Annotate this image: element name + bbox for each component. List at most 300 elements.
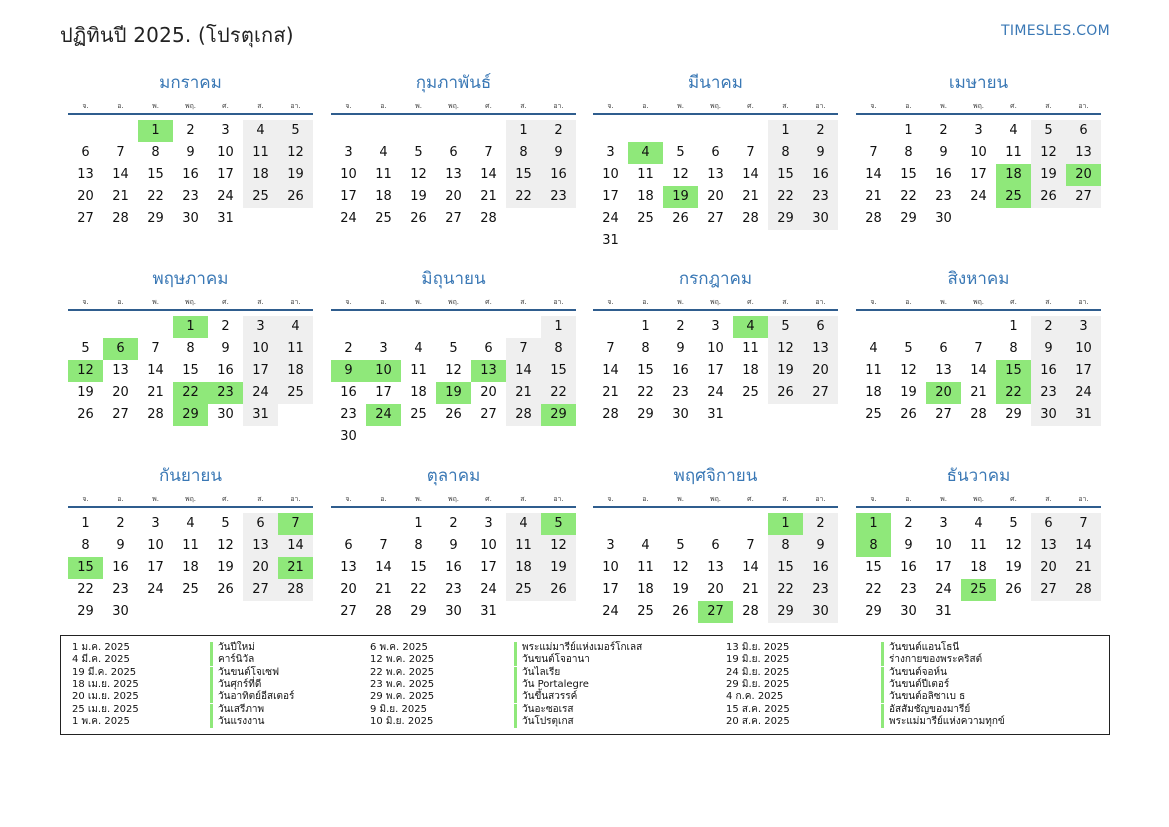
- month-block: [856, 466, 1101, 645]
- day-cell: 12: [541, 535, 576, 557]
- day-cell: 19: [217, 560, 234, 575]
- day-cell: 29: [77, 604, 94, 619]
- month-header-rule: [331, 506, 576, 508]
- day-cell: 5: [81, 341, 90, 356]
- day-cell: 8: [641, 341, 650, 356]
- day-cell: 8: [1009, 341, 1018, 356]
- day-cell: 26: [900, 407, 917, 422]
- day-cell: 20: [112, 385, 129, 400]
- holiday-date: 18 เม.ย. 2025: [72, 678, 139, 690]
- day-cell: 21: [742, 582, 759, 597]
- weekday-label: ส.: [1045, 102, 1052, 110]
- weekday-label: ศ.: [1010, 102, 1017, 110]
- holiday-name: วันขนต์โจอานา: [514, 654, 590, 666]
- day-cell: 17: [602, 189, 619, 204]
- day-cell: 28: [112, 211, 129, 226]
- day-cell: 29: [865, 604, 882, 619]
- day-cell: 28: [147, 407, 164, 422]
- day-cell: 20: [707, 189, 724, 204]
- day-cell: 27: [1066, 186, 1101, 208]
- day-cell: 23: [112, 582, 129, 597]
- day-cell: 11: [182, 538, 199, 553]
- day-cell: 6: [484, 341, 493, 356]
- day-cell: 7: [506, 338, 541, 360]
- day-cell: 20: [803, 360, 838, 382]
- weekday-label: ส.: [782, 495, 789, 503]
- day-cell: 9: [116, 538, 125, 553]
- day-cell: 27: [77, 211, 94, 226]
- day-cell: 22: [410, 582, 427, 597]
- weekday-label: พ.: [677, 102, 684, 110]
- weekday-label: อา.: [815, 298, 826, 306]
- day-cell: 24: [340, 211, 357, 226]
- weekday-label: อ.: [905, 102, 912, 110]
- day-cell: 16: [541, 164, 576, 186]
- weekday-label: ศ.: [1010, 298, 1017, 306]
- weekday-label: พฤ.: [184, 495, 197, 503]
- day-cell: 23: [445, 582, 462, 597]
- day-cell: 30: [1031, 404, 1066, 426]
- day-cell: 18: [243, 164, 278, 186]
- day-cell: 9: [541, 142, 576, 164]
- holiday-list: [60, 635, 1110, 735]
- day-cell: 9: [803, 142, 838, 164]
- day-cell: 20: [77, 189, 94, 204]
- day-cell: 15: [147, 167, 164, 182]
- day-cell: 25: [637, 604, 654, 619]
- day-cell: 19: [1031, 164, 1066, 186]
- weekday-label: อ.: [380, 298, 387, 306]
- day-cell: 10: [217, 145, 234, 160]
- day-cell: 18: [742, 363, 759, 378]
- day-cell: 15: [637, 363, 654, 378]
- holiday-date: 19 มี.ค. 2025: [72, 666, 137, 678]
- month-header-rule: [856, 506, 1101, 508]
- weekday-label: อา.: [290, 102, 301, 110]
- holiday-day-cell: 1: [768, 513, 803, 535]
- day-cell: 31: [480, 604, 497, 619]
- day-cell: 1: [506, 120, 541, 142]
- month-name: ธันวาคม: [946, 466, 1011, 486]
- holiday-name: วันขนต์ปีเตอร์: [881, 679, 949, 691]
- day-cell: 15: [182, 363, 199, 378]
- day-cell: 23: [935, 189, 952, 204]
- weekday-label: จ.: [82, 495, 89, 503]
- day-cell: 22: [768, 186, 803, 208]
- month-block: [856, 73, 1101, 252]
- day-cell: 26: [278, 186, 313, 208]
- day-cell: 9: [221, 341, 230, 356]
- day-cell: 2: [541, 120, 576, 142]
- day-cell: 27: [707, 211, 724, 226]
- weekday-label: ส.: [1045, 495, 1052, 503]
- weekday-label: พ.: [940, 495, 947, 503]
- day-cell: 21: [1066, 557, 1101, 579]
- weekday-label: อ.: [642, 298, 649, 306]
- day-cell: 20: [1031, 557, 1066, 579]
- month-header-rule: [593, 113, 838, 115]
- day-cell: 14: [480, 167, 497, 182]
- holiday-day-cell: 20: [926, 382, 961, 404]
- day-cell: 21: [506, 382, 541, 404]
- day-cell: 18: [182, 560, 199, 575]
- weekday-label: ส.: [257, 495, 264, 503]
- day-cell: 12: [672, 167, 689, 182]
- holiday-date: 29 มิ.ย. 2025: [726, 678, 790, 690]
- day-cell: 16: [803, 164, 838, 186]
- day-cell: 14: [865, 167, 882, 182]
- holiday-day-cell: 29: [173, 404, 208, 426]
- day-cell: 12: [1031, 142, 1066, 164]
- day-cell: 10: [970, 145, 987, 160]
- day-cell: 10: [243, 338, 278, 360]
- day-cell: 30: [182, 211, 199, 226]
- day-cell: 22: [900, 189, 917, 204]
- holiday-name: วันขนต์จอห์น: [881, 667, 947, 679]
- site-logo[interactable]: TIMESLES.COM: [1001, 23, 1110, 39]
- day-cell: 24: [217, 189, 234, 204]
- month-block: [331, 466, 576, 645]
- day-cell: 27: [243, 579, 278, 601]
- day-cell: 6: [449, 145, 458, 160]
- day-cell: 31: [1066, 404, 1101, 426]
- day-cell: 22: [506, 186, 541, 208]
- day-cell: 15: [541, 360, 576, 382]
- weekday-label: อา.: [1078, 495, 1089, 503]
- day-cell: 24: [147, 582, 164, 597]
- day-cell: 12: [1005, 538, 1022, 553]
- holiday-name: ร่างกายของพระคริสต์: [881, 654, 982, 666]
- day-cell: 27: [803, 382, 838, 404]
- day-cell: 4: [1009, 123, 1018, 138]
- weekday-label: พ.: [152, 102, 159, 110]
- day-cell: 11: [410, 363, 427, 378]
- day-cell: 3: [344, 145, 353, 160]
- day-cell: 15: [410, 560, 427, 575]
- holiday-day-cell: 25: [961, 579, 996, 601]
- day-cell: 12: [900, 363, 917, 378]
- day-cell: 31: [217, 211, 234, 226]
- day-cell: 23: [803, 579, 838, 601]
- day-cell: 26: [217, 582, 234, 597]
- holiday-date: 24 มิ.ย. 2025: [726, 666, 790, 678]
- weekday-label: พฤ.: [972, 102, 985, 110]
- day-cell: 3: [974, 123, 983, 138]
- day-cell: 30: [803, 208, 838, 230]
- day-cell: 28: [742, 604, 759, 619]
- day-cell: 24: [243, 382, 278, 404]
- day-cell: 15: [900, 167, 917, 182]
- day-cell: 28: [742, 211, 759, 226]
- day-cell: 20: [707, 582, 724, 597]
- holiday-day-cell: 7: [278, 513, 313, 535]
- month-header-rule: [331, 309, 576, 311]
- month-header-rule: [68, 309, 313, 311]
- day-cell: 27: [445, 211, 462, 226]
- day-cell: 12: [768, 338, 803, 360]
- day-cell: 7: [746, 145, 755, 160]
- weekday-label: จ.: [870, 102, 877, 110]
- month-block: [856, 269, 1101, 448]
- day-cell: 14: [742, 167, 759, 182]
- day-cell: 25: [506, 579, 541, 601]
- day-cell: 28: [480, 211, 497, 226]
- day-cell: 27: [112, 407, 129, 422]
- holiday-day-cell: 19: [436, 382, 471, 404]
- day-cell: 8: [414, 538, 423, 553]
- day-cell: 11: [1005, 145, 1022, 160]
- holiday-day-cell: 18: [996, 164, 1031, 186]
- day-cell: 3: [484, 516, 493, 531]
- day-cell: 23: [182, 189, 199, 204]
- day-cell: 4: [186, 516, 195, 531]
- holiday-name: วันขนต์โจเซฟ: [210, 667, 279, 679]
- day-cell: 20: [480, 385, 497, 400]
- day-cell: 17: [707, 363, 724, 378]
- day-cell: 13: [935, 363, 952, 378]
- day-cell: 7: [151, 341, 160, 356]
- day-cell: 3: [606, 538, 615, 553]
- weekday-label: อ.: [642, 495, 649, 503]
- day-cell: 16: [803, 557, 838, 579]
- month-header-rule: [68, 113, 313, 115]
- day-cell: 7: [484, 145, 493, 160]
- day-cell: 15: [768, 164, 803, 186]
- day-cell: 1: [904, 123, 913, 138]
- day-cell: 7: [869, 145, 878, 160]
- holiday-day-cell: 15: [68, 557, 103, 579]
- holiday-day-cell: 5: [541, 513, 576, 535]
- day-cell: 23: [541, 186, 576, 208]
- holiday-name: พระแม่มารีย์แห่งความทุกข์: [881, 716, 1005, 728]
- day-cell: 17: [243, 360, 278, 382]
- weekday-label: พฤ.: [184, 298, 197, 306]
- day-cell: 2: [676, 319, 685, 334]
- day-cell: 25: [278, 382, 313, 404]
- weekday-label: พฤ.: [184, 102, 197, 110]
- month-block: [68, 73, 313, 252]
- holiday-name: วันขนต์แอนโธนี: [881, 642, 959, 654]
- holiday-name: วันปีใหม่: [210, 642, 255, 654]
- holiday-date: 15 ส.ค. 2025: [726, 703, 790, 715]
- day-cell: 16: [1031, 360, 1066, 382]
- day-cell: 9: [676, 341, 685, 356]
- day-cell: 23: [900, 582, 917, 597]
- day-cell: 9: [904, 538, 913, 553]
- holiday-day-cell: 8: [856, 535, 891, 557]
- weekday-label: จ.: [345, 495, 352, 503]
- day-cell: 7: [116, 145, 125, 160]
- holiday-day-cell: 12: [68, 360, 103, 382]
- holiday-date: 19 มิ.ย. 2025: [726, 654, 790, 666]
- weekday-label: ศ.: [747, 495, 754, 503]
- weekday-label: อ.: [380, 102, 387, 110]
- day-cell: 18: [970, 560, 987, 575]
- day-cell: 4: [641, 538, 650, 553]
- day-cell: 8: [186, 341, 195, 356]
- weekday-label: อ.: [117, 102, 124, 110]
- day-cell: 28: [602, 407, 619, 422]
- day-cell: 20: [243, 557, 278, 579]
- day-cell: 2: [449, 516, 458, 531]
- holiday-date: 25 เม.ย. 2025: [72, 703, 139, 715]
- day-cell: 17: [1066, 360, 1101, 382]
- month-name: กรกฎาคม: [678, 269, 753, 289]
- day-cell: 11: [506, 535, 541, 557]
- day-cell: 13: [112, 363, 129, 378]
- day-cell: 5: [414, 145, 423, 160]
- day-cell: 11: [375, 167, 392, 182]
- holiday-date: 20 ส.ค. 2025: [726, 715, 790, 727]
- day-cell: 25: [865, 407, 882, 422]
- weekday-label: อ.: [905, 298, 912, 306]
- month-block: [331, 73, 576, 252]
- day-cell: 22: [637, 385, 654, 400]
- holiday-name: วันขนต์อลิซาเบ ธ: [881, 691, 965, 703]
- month-header-rule: [593, 309, 838, 311]
- day-cell: 20: [340, 582, 357, 597]
- day-cell: 24: [480, 582, 497, 597]
- weekday-label: ศ.: [747, 102, 754, 110]
- weekday-label: อา.: [815, 495, 826, 503]
- day-cell: 9: [939, 145, 948, 160]
- day-cell: 26: [672, 211, 689, 226]
- day-cell: 25: [410, 407, 427, 422]
- day-cell: 30: [445, 604, 462, 619]
- day-cell: 16: [445, 560, 462, 575]
- day-cell: 9: [186, 145, 195, 160]
- day-cell: 17: [935, 560, 952, 575]
- day-cell: 28: [970, 407, 987, 422]
- weekday-label: จ.: [607, 495, 614, 503]
- day-cell: 16: [112, 560, 129, 575]
- weekday-label: จ.: [607, 298, 614, 306]
- holiday-date: 4 ก.ค. 2025: [726, 691, 784, 703]
- day-cell: 21: [147, 385, 164, 400]
- weekday-label: อา.: [1078, 102, 1089, 110]
- day-cell: 6: [939, 341, 948, 356]
- day-cell: 15: [506, 164, 541, 186]
- day-cell: 26: [541, 579, 576, 601]
- holiday-day-cell: 15: [996, 360, 1031, 382]
- holiday-date: 10 มิ.ย. 2025: [370, 715, 434, 727]
- holiday-day-cell: 21: [278, 557, 313, 579]
- day-cell: 18: [865, 385, 882, 400]
- month-header-rule: [331, 113, 576, 115]
- weekday-label: จ.: [870, 298, 877, 306]
- day-cell: 2: [803, 513, 838, 535]
- day-cell: 2: [904, 516, 913, 531]
- day-cell: 21: [375, 582, 392, 597]
- day-cell: 13: [445, 167, 462, 182]
- day-cell: 16: [935, 167, 952, 182]
- day-cell: 28: [278, 579, 313, 601]
- day-cell: 22: [768, 579, 803, 601]
- day-cell: 10: [707, 341, 724, 356]
- weekday-label: ศ.: [485, 298, 492, 306]
- day-cell: 5: [449, 341, 458, 356]
- day-cell: 11: [637, 560, 654, 575]
- day-cell: 3: [711, 319, 720, 334]
- day-cell: 19: [900, 385, 917, 400]
- day-cell: 5: [676, 538, 685, 553]
- weekday-label: จ.: [345, 298, 352, 306]
- day-cell: 5: [768, 316, 803, 338]
- day-cell: 16: [672, 363, 689, 378]
- weekday-label: อ.: [905, 495, 912, 503]
- day-cell: 5: [904, 341, 913, 356]
- day-cell: 2: [803, 120, 838, 142]
- day-cell: 17: [217, 167, 234, 182]
- holiday-date: 12 พ.ค. 2025: [370, 654, 435, 666]
- weekday-label: พฤ.: [709, 495, 722, 503]
- month-block: [68, 269, 313, 448]
- day-cell: 9: [1031, 338, 1066, 360]
- day-cell: 4: [278, 316, 313, 338]
- day-cell: 5: [278, 120, 313, 142]
- day-cell: 27: [935, 407, 952, 422]
- day-cell: 10: [1066, 338, 1101, 360]
- day-cell: 25: [243, 186, 278, 208]
- day-cell: 26: [1031, 186, 1066, 208]
- day-cell: 22: [541, 382, 576, 404]
- day-cell: 7: [1066, 513, 1101, 535]
- day-cell: 14: [112, 167, 129, 182]
- day-cell: 4: [379, 145, 388, 160]
- weekday-label: ส.: [520, 102, 527, 110]
- weekday-label: อา.: [1078, 298, 1089, 306]
- day-cell: 31: [935, 604, 952, 619]
- holiday-day-cell: 25: [996, 186, 1031, 208]
- day-cell: 13: [243, 535, 278, 557]
- day-cell: 17: [970, 167, 987, 182]
- holiday-date: 1 พ.ค. 2025: [72, 715, 130, 727]
- weekday-label: อา.: [553, 102, 564, 110]
- month-name: มิถุนายน: [421, 269, 486, 289]
- day-cell: 7: [606, 341, 615, 356]
- holiday-day-cell: 29: [541, 404, 576, 426]
- holiday-day-cell: 13: [471, 360, 506, 382]
- day-cell: 23: [672, 385, 689, 400]
- weekday-label: ศ.: [485, 495, 492, 503]
- day-cell: 26: [768, 382, 803, 404]
- holiday-day-cell: 10: [366, 360, 401, 382]
- day-cell: 18: [278, 360, 313, 382]
- holiday-date: 20 เม.ย. 2025: [72, 691, 139, 703]
- holiday-day-cell: 24: [366, 404, 401, 426]
- day-cell: 25: [637, 211, 654, 226]
- day-cell: 1: [641, 319, 650, 334]
- day-cell: 8: [904, 145, 913, 160]
- holiday-name: คาร์นิวัล: [210, 654, 254, 666]
- weekday-label: พ.: [940, 102, 947, 110]
- day-cell: 27: [340, 604, 357, 619]
- day-cell: 29: [637, 407, 654, 422]
- day-cell: 16: [217, 363, 234, 378]
- day-cell: 30: [672, 407, 689, 422]
- weekday-label: อา.: [290, 298, 301, 306]
- holiday-day-cell: 4: [628, 142, 663, 164]
- day-cell: 29: [768, 208, 803, 230]
- day-cell: 21: [865, 189, 882, 204]
- weekday-label: อา.: [815, 102, 826, 110]
- weekday-label: อา.: [553, 298, 564, 306]
- month-block: [331, 269, 576, 448]
- day-cell: 29: [147, 211, 164, 226]
- day-cell: 1: [1009, 319, 1018, 334]
- day-cell: 3: [221, 123, 230, 138]
- day-cell: 21: [480, 189, 497, 204]
